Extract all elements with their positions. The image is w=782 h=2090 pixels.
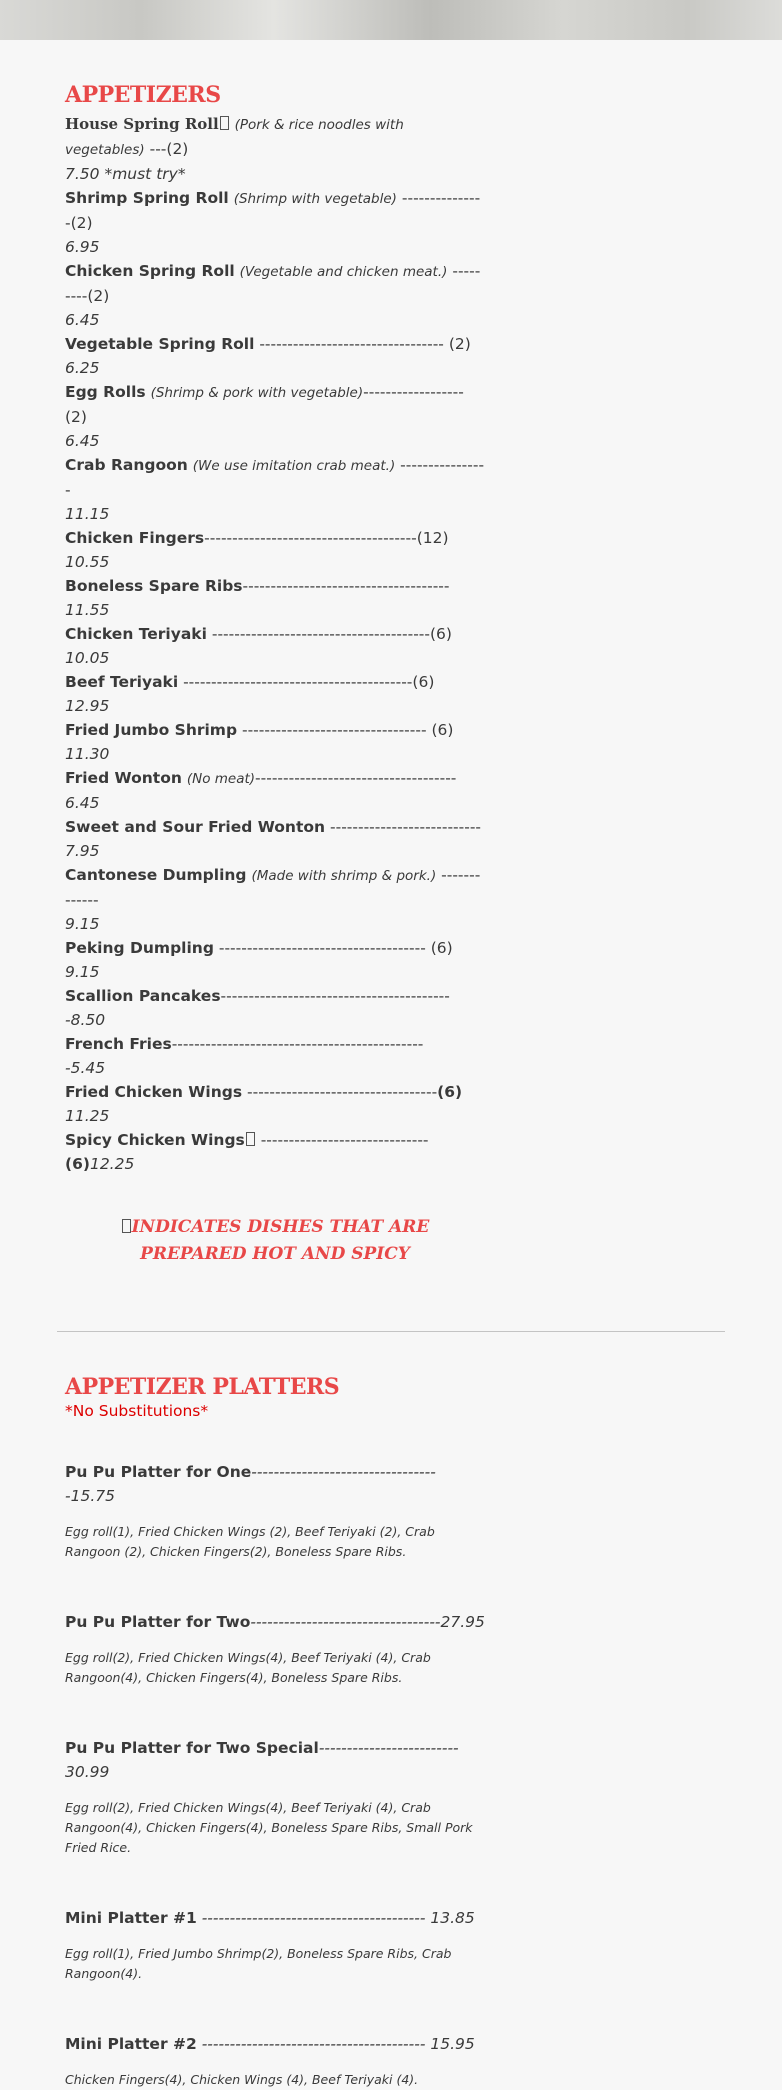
menu-item — [65, 332, 485, 380]
item-price: 6.45 — [65, 311, 100, 329]
item-price: 10.55 — [65, 553, 110, 571]
item-price: 6.45 — [65, 794, 100, 812]
platter-dashes: ------------------------- — [318, 1739, 459, 1757]
appetizer-list — [65, 112, 485, 1176]
item-description: (Vegetable and chicken meat.) — [239, 264, 448, 280]
item-name: Sweet and Sour Fried Wonton — [65, 818, 326, 836]
item-price: -5.45 — [65, 1059, 106, 1077]
item-name: Fried Chicken Wings — [65, 1083, 243, 1101]
item-description: (We use imitation crab meat.) — [192, 458, 396, 474]
item-dashes: --------------------------- — [325, 818, 482, 836]
item-name: Fried Wonton — [65, 769, 182, 787]
spicy-legend-text: INDICATES DISHES THAT ARE PREPARED HOT AND SPICY — [131, 1217, 430, 1264]
item-price: 11.25 — [65, 1107, 110, 1125]
item-price: 12.95 — [65, 697, 110, 715]
item-dashes: ----------------------------------------- — [178, 673, 413, 691]
item-dashes: --------------------------------- — [237, 721, 432, 739]
item-name: Peking Dumpling — [65, 939, 214, 957]
item-dashes: ----------------------------------------- — [220, 987, 450, 1005]
item-dashes: ---------------------------------- — [242, 1083, 438, 1101]
item-name: Fried Jumbo Shrimp — [65, 721, 238, 739]
appetizers-title: APPETIZERS — [65, 82, 221, 108]
item-quantity: (12) — [416, 529, 449, 547]
item-price: 9.15 — [65, 963, 100, 981]
item-name: Chicken Fingers — [65, 529, 205, 547]
item-dashes: -------------------------------------- — [204, 529, 417, 547]
platter-item — [65, 1610, 485, 1688]
item-name: Scallion Pancakes — [65, 987, 221, 1005]
spicy-icon — [246, 1132, 255, 1146]
menu-item — [65, 718, 485, 766]
item-name: Cantonese Dumpling — [65, 866, 247, 884]
platter-name-line — [65, 2032, 485, 2056]
item-price: 10.05 — [65, 649, 110, 667]
platter-description: Egg roll(2), Fried Chicken Wings(4), Beef Teriyaki (4), Crab Rangoon(4), Chicken Fingers(4), Boneless Spare Ribs, Small Pork Fried Rice. — [65, 1800, 473, 1855]
item-dashes: ---------------- — [65, 456, 485, 499]
platter-name: Pu Pu Platter for One — [65, 1463, 252, 1481]
item-quantity: (6) — [429, 625, 452, 643]
platter-name-line — [65, 1906, 485, 1930]
menu-item — [65, 936, 485, 984]
item-description: (Shrimp with vegetable) — [233, 191, 397, 207]
platter-name-line — [65, 1460, 485, 1508]
platters-content — [0, 1374, 485, 2090]
item-name: Chicken Teriyaki — [65, 625, 207, 643]
platter-dashes: ---------------------------------------- — [196, 1909, 431, 1927]
item-name: Vegetable Spring Roll — [65, 335, 255, 353]
item-price: 7.95 — [65, 842, 100, 860]
item-dashes: --------- — [65, 262, 481, 305]
item-quantity: (2) — [166, 140, 189, 158]
menu-item — [65, 1032, 485, 1080]
platter-description: Egg roll(1), Fried Jumbo Shrimp(2), Boneless Spare Ribs, Crab Rangoon(4). — [65, 1946, 452, 1981]
platter-list — [65, 1460, 485, 2090]
item-description: (No meat) — [186, 771, 256, 787]
item-quantity: (6) — [65, 1155, 90, 1173]
item-description: (Shrimp & pork with vegetable) — [150, 385, 364, 401]
item-dashes: --- — [144, 140, 167, 158]
platter-description: Egg roll(2), Fried Chicken Wings(4), Beef Teriyaki (4), Crab Rangoon(4), Chicken Fingers(4), Boneless Spare Ribs. — [65, 1650, 431, 1685]
platter-price: 30.99 — [65, 1763, 110, 1781]
item-price: 7.50 *must try* — [65, 165, 186, 183]
item-price: 6.45 — [65, 432, 100, 450]
item-description: (Pork & rice noodles with vegetables) — [65, 117, 404, 158]
item-name: Egg Rolls — [65, 383, 146, 401]
item-price: 11.30 — [65, 745, 110, 763]
item-quantity: (2) — [448, 335, 471, 353]
header-banner-image — [0, 0, 782, 40]
platter-item — [65, 1906, 485, 1984]
item-price: -8.50 — [65, 1011, 106, 1029]
platter-price: 15.95 — [430, 2035, 475, 2053]
menu-item — [65, 380, 485, 453]
item-price: 9.15 — [65, 915, 100, 933]
item-name: House Spring Roll — [65, 115, 219, 133]
item-name: Spicy Chicken Wings — [65, 1131, 245, 1149]
menu-item — [65, 574, 485, 622]
section-divider — [57, 1331, 725, 1332]
item-dashes: ------------------------------ — [255, 1131, 429, 1149]
spicy-icon — [122, 1219, 131, 1233]
platter-name: Mini Platter #1 — [65, 1909, 197, 1927]
no-substitutions-note: *No Substitutions* — [65, 1402, 209, 1420]
spicy-legend — [65, 1214, 485, 1268]
item-dashes: --------------------------------- — [254, 335, 449, 353]
platter-price: 27.95 — [440, 1613, 485, 1631]
platter-name-line — [65, 1736, 485, 1784]
item-dashes: --------------- — [65, 189, 481, 232]
platter-name: Pu Pu Platter for Two — [65, 1613, 251, 1631]
item-name: Shrimp Spring Roll — [65, 189, 229, 207]
menu-content — [0, 82, 485, 1268]
item-dashes: --------------------------------------------- — [171, 1035, 424, 1053]
platter-item — [65, 2032, 485, 2090]
item-quantity: (2) — [65, 408, 87, 426]
platter-dashes: ---------------------------------------- — [196, 2035, 431, 2053]
menu-item — [65, 112, 485, 186]
platter-dashes: ---------------------------------- — [65, 1463, 436, 1505]
platter-price: 13.85 — [430, 1909, 475, 1927]
item-name: Beef Teriyaki — [65, 673, 179, 691]
menu-item — [65, 863, 485, 936]
platter-dashes: ---------------------------------- — [250, 1613, 441, 1631]
menu-item — [65, 670, 485, 718]
menu-item — [65, 526, 485, 574]
item-quantity: (6) — [430, 939, 453, 957]
item-description: (Made with shrimp & pork.) — [251, 868, 437, 884]
menu-item — [65, 186, 485, 259]
platter-name: Mini Platter #2 — [65, 2035, 197, 2053]
platters-title: APPETIZER PLATTERS — [65, 1374, 340, 1400]
menu-item — [65, 259, 485, 332]
platter-name-line — [65, 1610, 485, 1634]
platter-description: Egg roll(1), Fried Chicken Wings (2), Beef Teriyaki (2), Crab Rangoon (2), Chicken Fingers(2), Boneless Spare Ribs. — [65, 1524, 435, 1559]
platter-item — [65, 1736, 485, 1858]
spicy-icon — [220, 116, 229, 130]
platter-description: Chicken Fingers(4), Chicken Wings (4), Beef Teriyaki (4). — [65, 2072, 419, 2087]
item-name: Crab Rangoon — [65, 456, 188, 474]
menu-item — [65, 1128, 485, 1176]
menu-item — [65, 815, 485, 863]
item-dashes: ------------- — [65, 866, 481, 909]
platter-item — [65, 1460, 485, 1562]
item-quantity: (2) — [70, 214, 93, 232]
item-price: 6.95 — [65, 238, 100, 256]
item-dashes: ------------------ — [363, 383, 464, 401]
item-quantity: (2) — [87, 287, 110, 305]
item-dashes: --------------------------------------- — [206, 625, 430, 643]
menu-item — [65, 766, 485, 815]
item-name: Boneless Spare Ribs — [65, 577, 243, 595]
menu-item — [65, 453, 485, 526]
item-price: 11.55 — [65, 601, 110, 619]
item-dashes: ------------------------------------ — [255, 769, 457, 787]
item-dashes: ------------------------------------- — [242, 577, 450, 595]
platter-price: 15.75 — [70, 1487, 115, 1505]
item-name: Chicken Spring Roll — [65, 262, 235, 280]
item-name: French Fries — [65, 1035, 172, 1053]
item-dashes: ------------------------------------- — [213, 939, 431, 957]
menu-item — [65, 622, 485, 670]
item-price: 12.25 — [89, 1155, 135, 1173]
item-quantity: (6) — [431, 721, 454, 739]
menu-item — [65, 984, 485, 1032]
item-price: 6.25 — [65, 359, 100, 377]
item-quantity: (6) — [412, 673, 435, 691]
item-price: 11.15 — [65, 505, 110, 523]
item-quantity: (6) — [437, 1083, 463, 1101]
menu-item — [65, 1080, 485, 1128]
platter-name: Pu Pu Platter for Two Special — [65, 1739, 319, 1757]
